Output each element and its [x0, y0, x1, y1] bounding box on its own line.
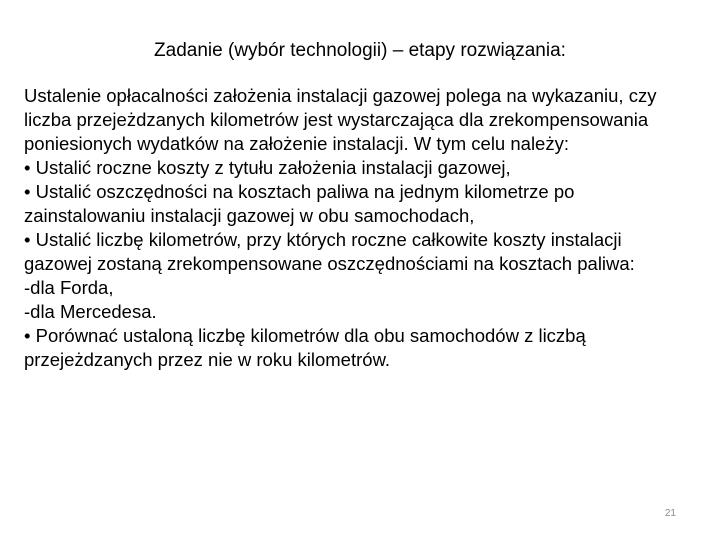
bullet-break-even-km: • Ustalić liczbę kilometrów, przy których roczne całkowite koszty instalacji gazowej zostaną zrekompensowane oszczędnościami na kosztach paliwa: — [24, 229, 635, 274]
item-ford: -dla Forda, — [24, 277, 114, 298]
page-number: 21 — [664, 508, 676, 519]
bullet-annual-costs: • Ustalić roczne koszty z tytułu założenia instalacji gazowej, — [24, 157, 511, 178]
item-mercedes: -dla Mercedesa. — [24, 301, 157, 322]
slide-body — [24, 84, 694, 372]
bullet-fuel-savings: • Ustalić oszczędności na kosztach paliwa na jednym kilometrze po zainstalowaniu instalacji gazowej w obu samochodach, — [24, 181, 575, 226]
slide-title: Zadanie (wybór technologii) – etapy rozwiązania: — [154, 40, 566, 61]
bullet-compare-km: • Porównać ustaloną liczbę kilometrów dla obu samochodów z liczbą przejeżdzanych przez nie w roku kilometrów. — [24, 325, 586, 370]
intro-paragraph: Ustalenie opłacalności założenia instalacji gazowej polega na wykazaniu, czy liczba przejeżdzanych kilometrów jest wystarczająca dla zrekompensowania poniesionych wydatków na założenie instalacji. W tym celu należy: — [24, 85, 657, 154]
